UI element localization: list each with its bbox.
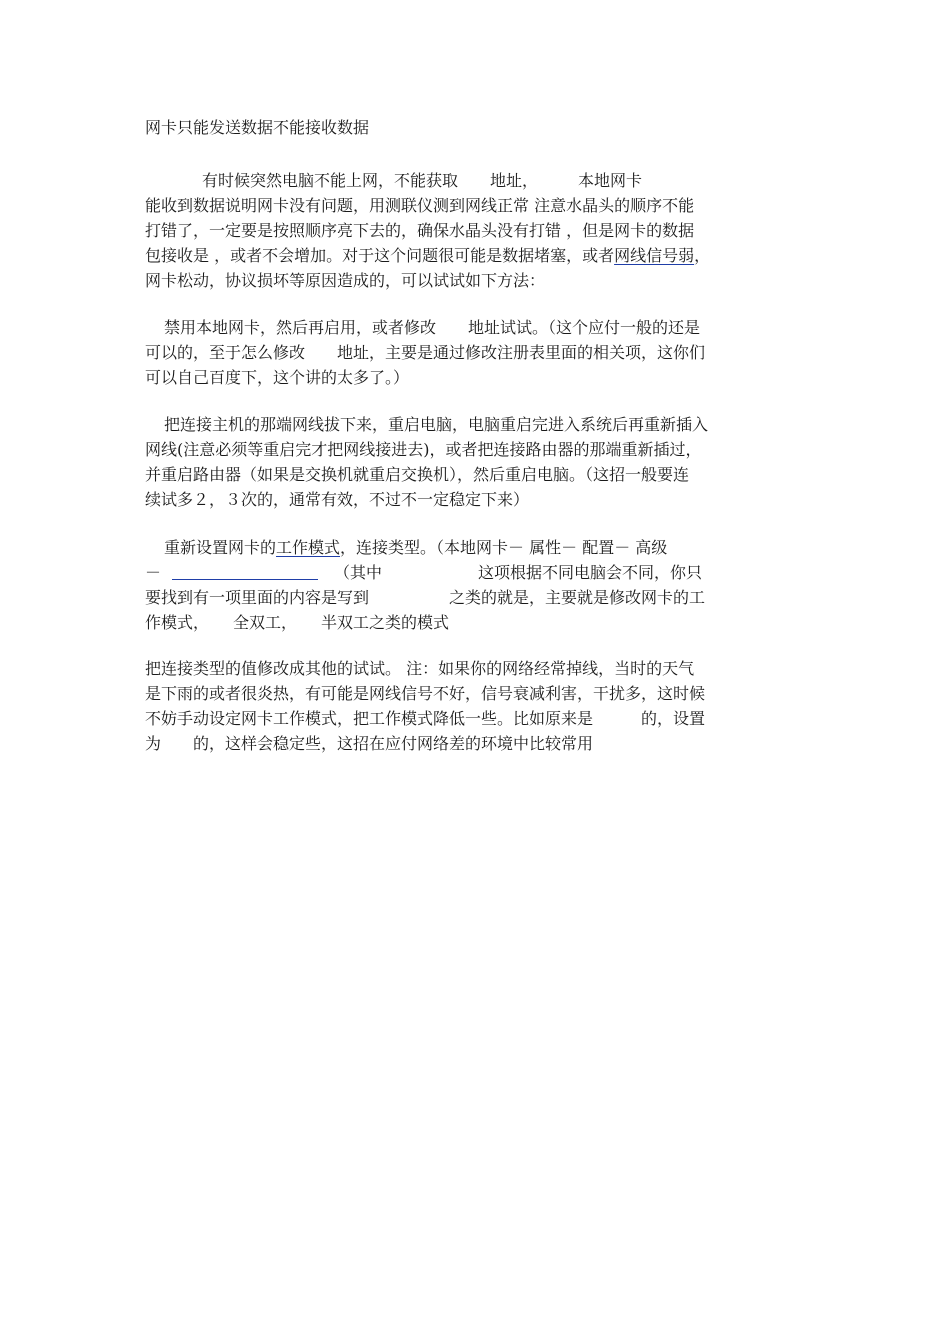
paragraph-1-line-4-end: ， bbox=[694, 246, 711, 265]
paragraph-3-line-1: 把连接主机的那端网线拔下来，重启电脑，电脑重启完进入系统后再重新插入 bbox=[164, 415, 709, 434]
blank-hyperlink[interactable] bbox=[172, 579, 318, 580]
paragraph-3-line-3: 并重启路由器（如果是交换机就重启交换机），然后重启电脑。（这招一般要连 bbox=[145, 465, 690, 484]
paragraph-1-line-2: 能收到数据说明网卡没有问题，用测联仪测到网线正常 注意水晶头的顺序不能 bbox=[145, 196, 695, 215]
paragraph-4-line-4: 作模式， 全双工， 半双工之类的模式 bbox=[145, 613, 450, 632]
paragraph-4-line-1-text: 重新设置网卡的 bbox=[164, 538, 277, 557]
paragraph-1-line-1: 有时候突然电脑不能上网，不能获取 地址， 本地网卡 bbox=[202, 171, 643, 190]
paragraph-4-line-1 bbox=[164, 536, 667, 560]
paragraph-5-line-4: 为 的，这样会稳定些，这招在应付网络差的环境中比较常用 bbox=[145, 734, 594, 753]
paragraph-2-line-3: 可以自己百度下，这个讲的太多了。） bbox=[145, 368, 410, 387]
paragraph-4-line-2-dash: － bbox=[145, 563, 162, 582]
paragraph-1-line-3: 打错了，一定要是按照顺序亮下去的，确保水晶头没有打错 ，但是网卡的数据 bbox=[145, 221, 695, 240]
paragraph-3-line-4: 续试多２，３次的，通常有效，不过不一定稳定下来） bbox=[145, 490, 530, 509]
paragraph-4-line-2: （其中 这项根据不同电脑会不同，你只 bbox=[334, 563, 703, 582]
paragraph-4-line-3: 要找到有一项里面的内容是写到 之类的就是，主要就是修改网卡的工 bbox=[145, 588, 706, 607]
paragraph-2-line-1: 禁用本地网卡，然后再启用，或者修改 地址试试。（这个应付一般的还是 bbox=[164, 318, 701, 337]
paragraph-5-line-2: 是下雨的或者很炎热，有可能是网线信号不好，信号衰减利害，干扰多，这时候 bbox=[145, 684, 706, 703]
paragraph-1-line-4-text: 包接收是 ，或者不会增加。对于这个问题很可能是数据堵塞，或者 bbox=[145, 246, 615, 265]
paragraph-1-line-4 bbox=[145, 244, 710, 268]
paragraph-3-line-2: 网线(注意必须等重启完才把网线接进去)，或者把连接路由器的那端重新插过， bbox=[145, 440, 702, 459]
paragraph-1-line-5: 网卡松动，协议损坏等原因造成的，可以试试如下方法： bbox=[145, 271, 546, 290]
paragraph-5-line-1: 把连接类型的值修改成其他的试试。 注：如果你的网络经常掉线，当时的天气 bbox=[145, 659, 695, 678]
paragraph-4-line-1-rest: ，连接类型。（本地网卡－ 属性－ 配置－ 高级 bbox=[340, 538, 668, 557]
document-title: 网卡只能发送数据不能接收数据 bbox=[145, 118, 370, 137]
paragraph-5-line-3: 不妨手动设定网卡工作模式，把工作模式降低一些。比如原来是 的，设置 bbox=[145, 709, 706, 728]
paragraph-2-line-2: 可以的，至于怎么修改 地址，主要是通过修改注册表里面的相关项，这你们 bbox=[145, 343, 706, 362]
work-mode-link[interactable]: 工作模式 bbox=[276, 538, 341, 557]
network-signal-weak-link[interactable]: 网线信号弱 bbox=[614, 246, 695, 265]
